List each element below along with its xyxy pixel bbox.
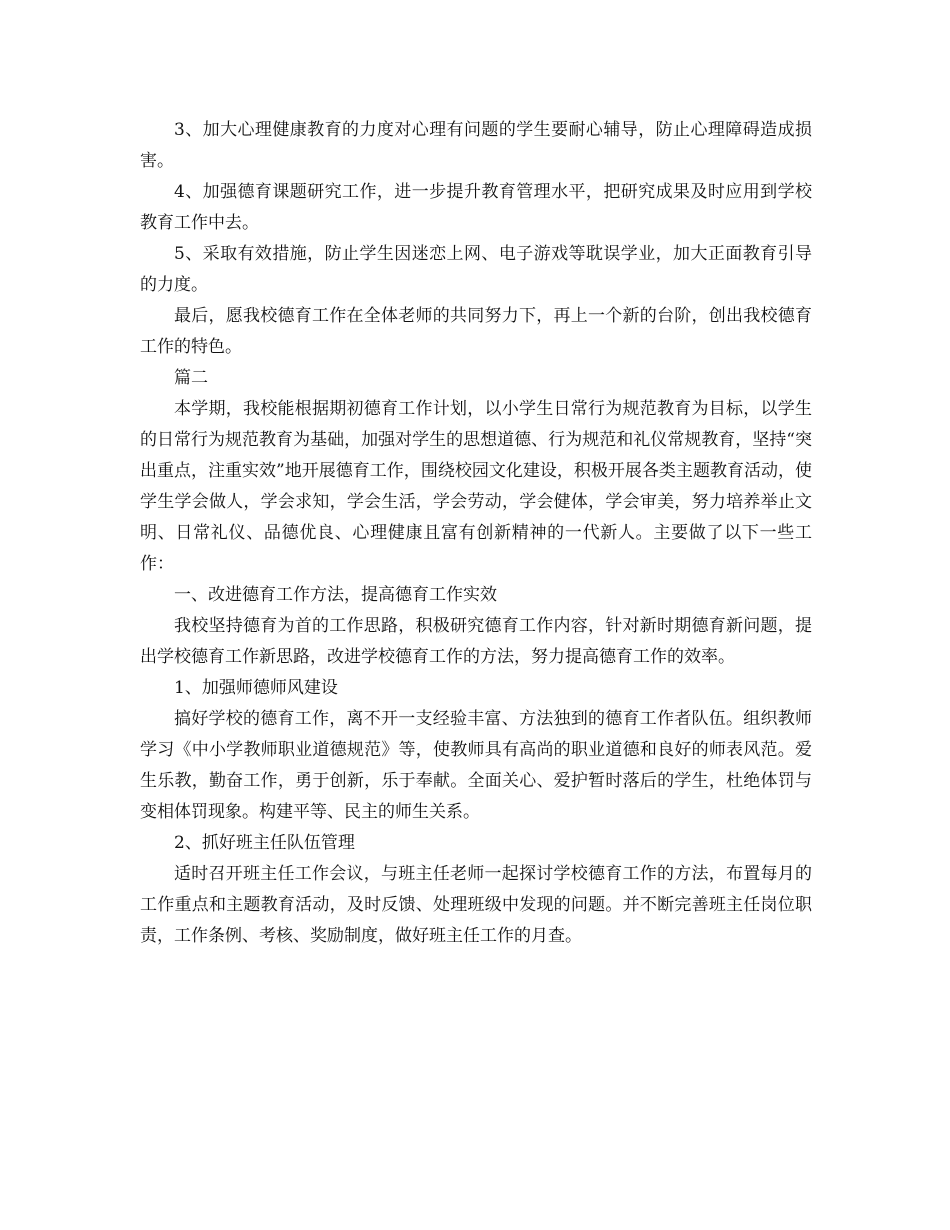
document-page xyxy=(140,115,812,952)
paragraph-intro: 本学期，我校能根据期初德育工作计划，以小学生日常行为规范教育为目标，以学生的日常行为规范教育为基础，加强对学生的思想道德、行为规范和礼仪常规教育，坚持“突出重点，注重实效”地开展德育工作，围绕校园文化建设，积极开展各类主题教育活动，使学生学会做人，学会求知，学会生活，学会劳动，学会健体，学会审美，努力培养举止文明、日常礼仪、品德优良、心理健康且富有创新精神的一代新人。主要做了以下一些工作： xyxy=(140,399,812,574)
subheading-class-teacher-management: 2、抓好班主任队伍管理 xyxy=(174,833,355,853)
paragraph-item-5: 5、采取有效措施，防止学生因迷恋上网、电子游戏等耽误学业，加大正面教育引导的力度。 xyxy=(140,244,812,295)
subheading-teacher-ethics: 1、加强师德师风建设 xyxy=(174,678,338,698)
paragraph-teacher-ethics: 搞好学校的德育工作，离不开一支经验丰富、方法独到的德育工作者队伍。组织教师学习《中小学教师职业道德规范》等，使教师具有高尚的职业道德和良好的师表风范。爱生乐教，勤奋工作，勇于创新，乐于奉献。全面关心、爱护暂时落后的学生，杜绝体罚与变相体罚现象。构建平等、民主的师生关系。 xyxy=(140,709,812,822)
paragraph-class-teacher-management: 适时召开班主任工作会议，与班主任老师一起探讨学校德育工作的方法，布置每月的工作重点和主题教育活动，及时反馈、处理班级中发现的问题。并不断完善班主任岗位职责，工作条例、考核、奖励制度，做好班主任工作的月查。 xyxy=(140,864,812,946)
paragraph-item-3: 3、加大心理健康教育的力度对心理有问题的学生要耐心辅导，防止心理障碍造成损害。 xyxy=(140,120,812,171)
paragraph-item-4: 4、加强德育课题研究工作，进一步提升教育管理水平，把研究成果及时应用到学校教育工作中去。 xyxy=(140,182,812,233)
section-heading-part-two: 篇二 xyxy=(174,368,208,388)
paragraph-section-one: 我校坚持德育为首的工作思路，积极研究德育工作内容，针对新时期德育新问题，提出学校德育工作新思路，改进学校德育工作的方法，努力提高德育工作的效率。 xyxy=(140,616,812,667)
paragraph-closing: 最后，愿我校德育工作在全体老师的共同努力下，再上一个新的台阶，创出我校德育工作的特色。 xyxy=(140,306,812,357)
heading-section-one: 一、改进德育工作方法，提高德育工作实效 xyxy=(174,585,497,605)
